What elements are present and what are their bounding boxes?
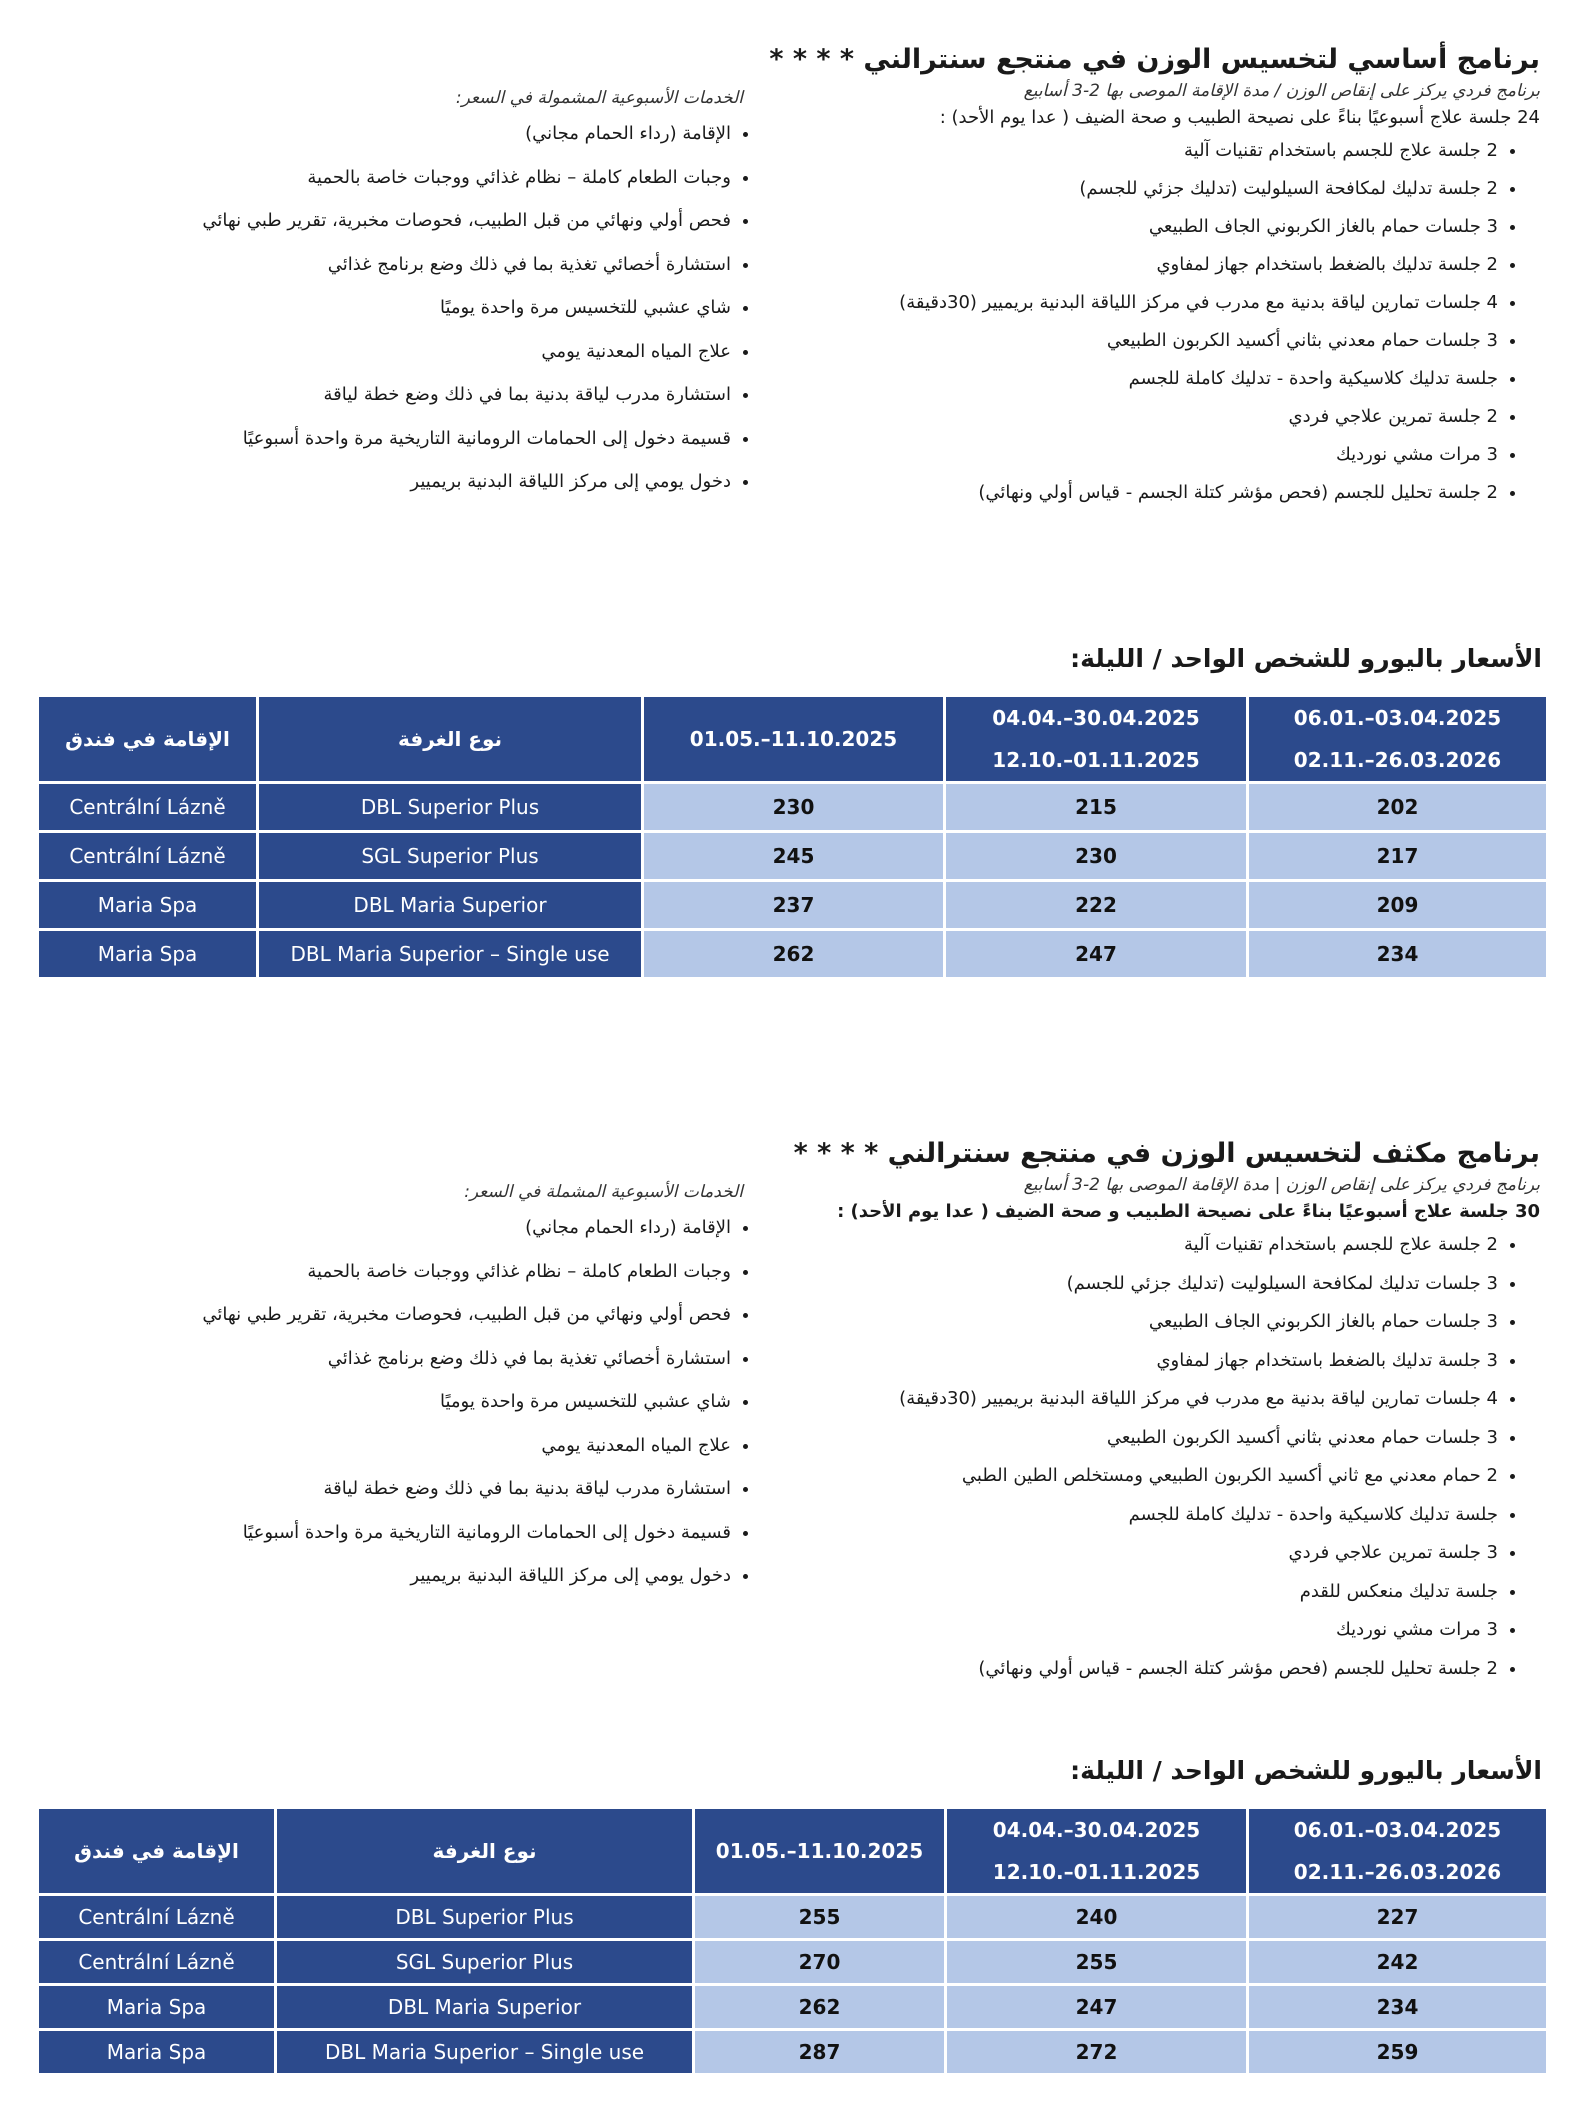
hotel-cell: Centrální Lázně xyxy=(38,783,258,832)
program2-included xyxy=(143,1182,783,1598)
header-period-2 xyxy=(945,696,1248,783)
program1-subtitle: برنامج فردي يركز على إنقاص الوزن / مدة الإقامة الموصى بها 2-3 أسابيع xyxy=(1023,81,1540,101)
treatment-item: • جلسة تدليك كلاسيكية واحدة - تدليك كاملة للجسم xyxy=(840,360,1498,398)
treatment-item: • 3 جلسات حمام بالغاز الكربوني الجاف الطبيعي xyxy=(840,208,1498,246)
included-item: • قسيمة دخول إلى الحمامات الرومانية التاريخية مرة واحدة أسبوعيًا xyxy=(143,1511,731,1555)
treatment-item: • 3 جلسات حمام بالغاز الكربوني الجاف الطبيعي xyxy=(840,1303,1498,1342)
treatment-item: • 3 جلسة تمرين علاجي فردي xyxy=(840,1534,1498,1573)
hotel-cell: Maria Spa xyxy=(38,930,258,979)
program1-treatments-list xyxy=(840,132,1540,512)
price-cell-period-2: 215 xyxy=(945,783,1248,832)
included-item: • علاج المياه المعدنية يومي xyxy=(143,1424,731,1468)
room-cell: DBL Maria Superior – Single use xyxy=(276,2030,694,2075)
price-cell-period-3: 259 xyxy=(1248,2030,1548,2075)
included-item: • وجبات الطعام كاملة – نظام غذائي ووجبات خاصة بالحمية xyxy=(143,1250,731,1294)
price-cell-period-3: 202 xyxy=(1248,783,1548,832)
treatment-item: • 3 جلسة تدليك بالضغط باستخدام جهاز لمفاوي xyxy=(840,1342,1498,1381)
header-period-1: 01.05.–11.10.2025 xyxy=(694,1808,946,1895)
included-item: • شاي عشبي للتخسيس مرة واحدة يوميًا xyxy=(143,1380,731,1424)
included-item: • فحص أولي ونهائي من قبل الطبيب، فحوصات مخبرية، تقرير طبي نهائي xyxy=(143,199,731,243)
treatment-item: • جلسة تدليك كلاسيكية واحدة - تدليك كاملة للجسم xyxy=(840,1496,1498,1535)
treatment-item: • 2 جلسة تدليك بالضغط باستخدام جهاز لمفاوي xyxy=(840,246,1498,284)
price-cell-period-1: 262 xyxy=(643,930,945,979)
room-cell: SGL Superior Plus xyxy=(276,1940,694,1985)
included-item: • الإقامة (رداء الحمام مجاني) xyxy=(143,112,731,156)
treatment-item: • 2 جلسة تدليك لمكافحة السيلوليت (تدليك جزئي للجسم) xyxy=(840,170,1498,208)
program1-title: برنامج أساسي لتخسيس الوزن في منتجع سنترالني * * * * xyxy=(769,44,1540,75)
room-cell: DBL Superior Plus xyxy=(276,1895,694,1940)
program2-intro: 30 جلسة علاج أسبوعيًا بناءً على نصيحة الطبيب و صحة الضيف ( عدا يوم الأحد) : xyxy=(837,1201,1540,1222)
header-period-2 xyxy=(946,1808,1248,1895)
included-item: • قسيمة دخول إلى الحمامات الرومانية التاريخية مرة واحدة أسبوعيًا xyxy=(143,417,731,461)
price-cell-period-2: 247 xyxy=(945,930,1248,979)
included-item: • الإقامة (رداء الحمام مجاني) xyxy=(143,1206,731,1250)
treatment-item: • 3 مرات مشي نورديك xyxy=(840,436,1498,474)
program2-details xyxy=(793,1138,1540,1688)
price-cell-period-1: 262 xyxy=(694,1985,946,2030)
header-period-3b: 02.11.–26.03.2026 xyxy=(1293,1860,1502,1884)
program2-title: برنامج مكثف لتخسيس الوزن في منتجع سنترالني * * * * xyxy=(793,1138,1540,1169)
hotel-cell: Centrální Lázně xyxy=(38,1895,276,1940)
header-hotel: الإقامة في فندق xyxy=(38,696,258,783)
hotel-cell: Maria Spa xyxy=(38,881,258,930)
header-room: نوع الغرفة xyxy=(258,696,643,783)
treatment-item: • 2 جلسة علاج للجسم باستخدام تقنيات آلية xyxy=(840,1226,1498,1265)
program1-included-heading: الخدمات الأسبوعية المشمولة في السعر: xyxy=(455,88,743,108)
price-cell-period-3: 242 xyxy=(1248,1940,1548,1985)
program2-subtitle: برنامج فردي يركز على إنقاص الوزن | مدة الإقامة الموصى بها 2-3 أسابيع xyxy=(1023,1175,1540,1195)
price-cell-period-1: 287 xyxy=(694,2030,946,2075)
header-hotel: الإقامة في فندق xyxy=(38,1808,276,1895)
program1-details xyxy=(769,44,1540,512)
header-period-2a: 04.04.–30.04.2025 xyxy=(992,706,1200,730)
included-item: • استشارة أخصائي تغذية بما في ذلك وضع برنامج غذائي xyxy=(143,243,731,287)
table-row xyxy=(38,2030,1548,2075)
hotel-cell: Centrální Lázně xyxy=(38,1940,276,1985)
program2-price-table xyxy=(36,1806,1549,2076)
program1-prices-title: الأسعار باليورو للشخص الواحد / الليلة: xyxy=(1070,644,1542,673)
table-row xyxy=(38,1985,1548,2030)
program1-included xyxy=(143,88,783,504)
price-cell-period-1: 255 xyxy=(694,1895,946,1940)
hotel-cell: Centrální Lázně xyxy=(38,832,258,881)
treatment-item: • 3 جلسات حمام معدني بثاني أكسيد الكربون الطبيعي xyxy=(840,322,1498,360)
header-period-2b: 12.10.–01.11.2025 xyxy=(992,748,1200,772)
program2-prices-title: الأسعار باليورو للشخص الواحد / الليلة: xyxy=(1070,1756,1542,1785)
treatment-item: • جلسة تدليك منعكس للقدم xyxy=(840,1573,1498,1612)
included-item: • استشارة مدرب لياقة بدنية بما في ذلك وضع خطة لياقة xyxy=(143,373,731,417)
treatment-item: • 2 جلسة تحليل للجسم (فحص مؤشر كتلة الجسم - قياس أولي ونهائي) xyxy=(840,474,1498,512)
treatment-item: • 3 جلسات حمام معدني بثاني أكسيد الكربون الطبيعي xyxy=(840,1419,1498,1458)
header-period-3 xyxy=(1248,1808,1548,1895)
header-period-3 xyxy=(1248,696,1548,783)
included-item: • علاج المياه المعدنية يومي xyxy=(143,330,731,374)
included-item: • استشارة مدرب لياقة بدنية بما في ذلك وضع خطة لياقة xyxy=(143,1467,731,1511)
table-row xyxy=(38,930,1548,979)
price-cell-period-2: 247 xyxy=(946,1985,1248,2030)
included-item: • وجبات الطعام كاملة – نظام غذائي ووجبات خاصة بالحمية xyxy=(143,156,731,200)
room-cell: DBL Maria Superior – Single use xyxy=(258,930,643,979)
price-cell-period-3: 234 xyxy=(1248,1985,1548,2030)
included-item: • شاي عشبي للتخسيس مرة واحدة يوميًا xyxy=(143,286,731,330)
treatment-item: • 3 مرات مشي نورديك xyxy=(840,1611,1498,1650)
price-cell-period-3: 234 xyxy=(1248,930,1548,979)
price-cell-period-2: 230 xyxy=(945,832,1248,881)
treatment-item: • 2 جلسة تمرين علاجي فردي xyxy=(840,398,1498,436)
header-period-3a: 06.01.–03.04.2025 xyxy=(1293,1818,1502,1842)
program2-treatments-list xyxy=(840,1226,1540,1688)
treatment-item: • 2 جلسة تحليل للجسم (فحص مؤشر كتلة الجسم - قياس أولي ونهائي) xyxy=(840,1650,1498,1689)
room-cell: DBL Superior Plus xyxy=(258,783,643,832)
price-cell-period-2: 222 xyxy=(945,881,1248,930)
table-row xyxy=(38,1940,1548,1985)
included-item: • دخول يومي إلى مركز اللياقة البدنية بريميير xyxy=(143,460,731,504)
price-cell-period-3: 227 xyxy=(1248,1895,1548,1940)
program2-included-heading: الخدمات الأسبوعية المشملة في السعر: xyxy=(464,1182,743,1202)
included-item: • فحص أولي ونهائي من قبل الطبيب، فحوصات مخبرية، تقرير طبي نهائي xyxy=(143,1293,731,1337)
table-row xyxy=(38,1895,1548,1940)
program1-price-table xyxy=(36,694,1549,980)
treatment-item: • 3 جلسات تدليك لمكافحة السيلوليت (تدليك جزئي للجسم) xyxy=(840,1265,1498,1304)
treatment-item: • 2 جلسة علاج للجسم باستخدام تقنيات آلية xyxy=(840,132,1498,170)
treatment-item: • 4 جلسات تمارين لياقة بدنية مع مدرب في مركز اللياقة البدنية بريميير (30دقيقة) xyxy=(840,1380,1498,1419)
header-room: نوع الغرفة xyxy=(276,1808,694,1895)
header-period-1: 01.05.–11.10.2025 xyxy=(643,696,945,783)
room-cell: SGL Superior Plus xyxy=(258,832,643,881)
hotel-cell: Maria Spa xyxy=(38,1985,276,2030)
header-period-3b: 02.11.–26.03.2026 xyxy=(1293,748,1502,772)
hotel-cell: Maria Spa xyxy=(38,2030,276,2075)
room-cell: DBL Maria Superior xyxy=(258,881,643,930)
price-cell-period-2: 255 xyxy=(946,1940,1248,1985)
table-row xyxy=(38,881,1548,930)
price-cell-period-3: 217 xyxy=(1248,832,1548,881)
room-cell: DBL Maria Superior xyxy=(276,1985,694,2030)
price-cell-period-2: 272 xyxy=(946,2030,1248,2075)
price-cell-period-1: 237 xyxy=(643,881,945,930)
treatment-item: • 2 حمام معدني مع ثاني أكسيد الكربون الطبيعي ومستخلص الطين الطبي xyxy=(840,1457,1498,1496)
table-row xyxy=(38,783,1548,832)
price-cell-period-3: 209 xyxy=(1248,881,1548,930)
price-cell-period-2: 240 xyxy=(946,1895,1248,1940)
program2-included-list xyxy=(143,1206,783,1598)
included-item: • دخول يومي إلى مركز اللياقة البدنية بريميير xyxy=(143,1554,731,1598)
header-period-2b: 12.10.–01.11.2025 xyxy=(992,1860,1201,1884)
treatment-item: • 4 جلسات تمارين لياقة بدنية مع مدرب في مركز اللياقة البدنية بريميير (30دقيقة) xyxy=(840,284,1498,322)
header-period-2a: 04.04.–30.04.2025 xyxy=(992,1818,1201,1842)
table-row xyxy=(38,832,1548,881)
program1-intro: 24 جلسة علاج أسبوعيًا بناءً على نصيحة الطبيب و صحة الضيف ( عدا يوم الأحد) : xyxy=(939,107,1540,128)
price-cell-period-1: 245 xyxy=(643,832,945,881)
included-item: • استشارة أخصائي تغذية بما في ذلك وضع برنامج غذائي xyxy=(143,1337,731,1381)
price-cell-period-1: 270 xyxy=(694,1940,946,1985)
price-cell-period-1: 230 xyxy=(643,783,945,832)
header-period-3a: 06.01.–03.04.2025 xyxy=(1293,706,1502,730)
program1-included-list xyxy=(143,112,783,504)
